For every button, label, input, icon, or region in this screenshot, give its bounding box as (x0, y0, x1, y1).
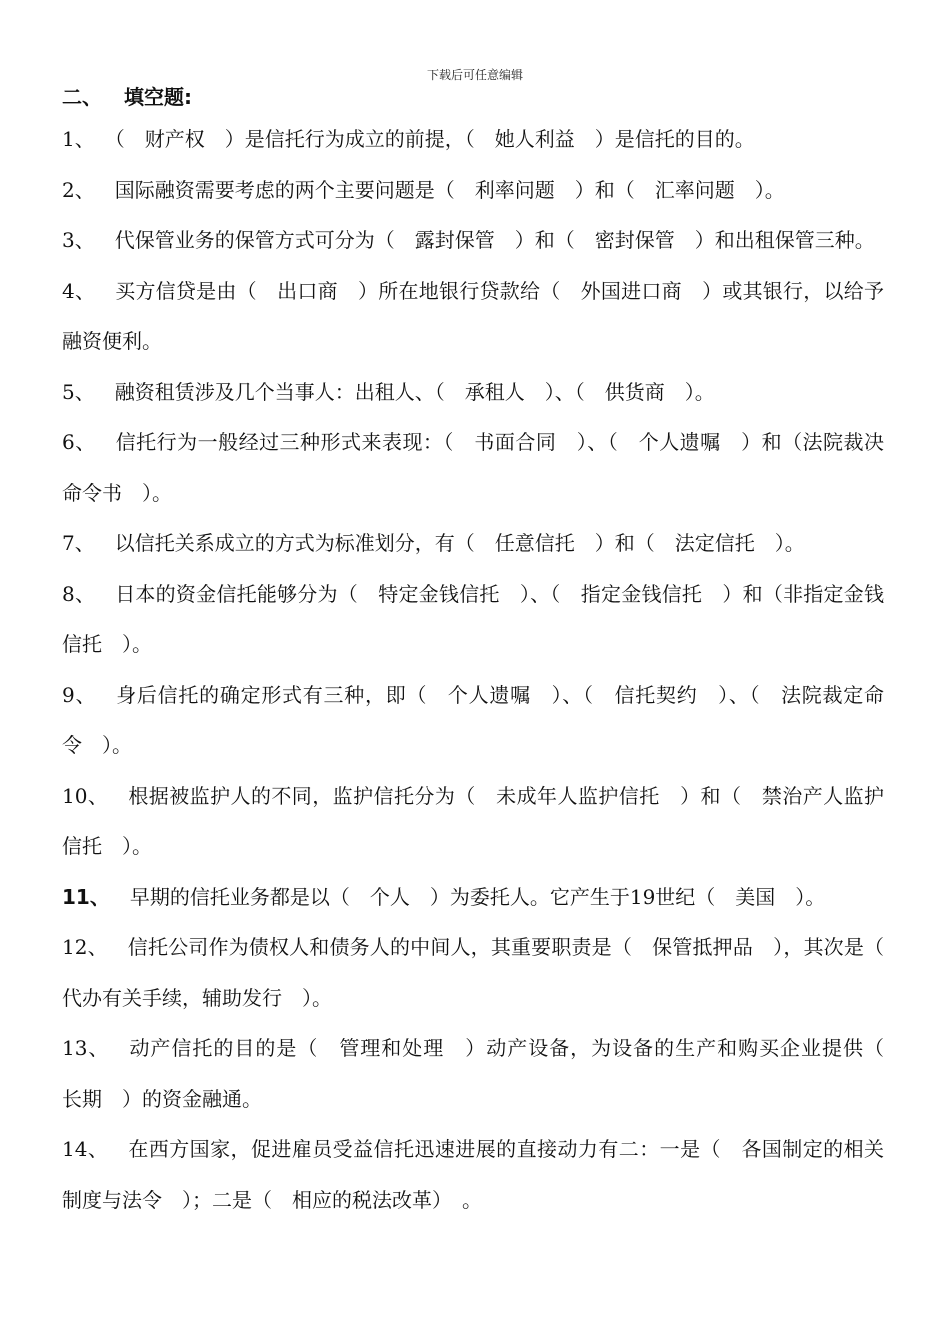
question-item (62, 1124, 884, 1225)
question-item (62, 518, 884, 569)
question-text: 动产信托的目的是（ 管理和处理 ）动产设备，为设备的生产和购买企业提供（ 长期 ）的资金融通。 (62, 1036, 905, 1111)
question-text: 信托行为一般经过三种形式来表现：（ 书面合同 ）、（ 个人遗嘱 ）和（法院裁决命令书 ）。 (62, 430, 885, 505)
question-item (62, 417, 884, 518)
question-text: 买方信贷是由（ 出口商 ）所在地银行贷款给（ 外国进口商 ）或其银行，以给予融资便利。 (62, 278, 884, 353)
question-number: 13、 (62, 1036, 110, 1060)
question-number: 10、 (62, 783, 109, 808)
question-text: 融资租赁涉及几个当事人：出租人、（ 承租人 ）、（ 供货商 ）。 (114, 379, 715, 404)
question-item (62, 670, 884, 771)
question-number: 6、 (62, 430, 96, 454)
question-item (62, 165, 884, 216)
question-text: （ 财产权 ）是信托行为成立的前提，（ 她人利益 ）是信托的目的。 (114, 127, 755, 151)
question-number: 4、 (62, 278, 96, 303)
question-number: 9、 (62, 682, 97, 707)
question-text: 根据被监护人的不同，监护信托分为（ 未成年人监护信托 ）和（ 禁治产人监护信托 ）。 (62, 783, 885, 858)
question-number: 5、 (62, 379, 95, 404)
question-item (62, 569, 884, 670)
question-text: 身后信托的确定形式有三种，即（ 个人遗嘱 ）、（ 信托契约 ）、（ 法院裁定命令 ）。 (62, 682, 885, 757)
question-item (62, 367, 884, 418)
section-title (62, 80, 884, 114)
question-item (62, 771, 884, 872)
question-number: 1、 (62, 127, 95, 151)
section-number: 二、 (62, 85, 102, 109)
question-text: 以信托关系成立的方式为标准划分，有（ 任意信托 ）和（ 法定信托 ）。 (114, 531, 805, 555)
question-number: 8、 (62, 581, 96, 606)
question-text: 信托公司作为债权人和债务人的中间人，其重要职责是（ 保管抵押品 ），其次是（ 代办有关手续，辅助发行 ）。 (62, 935, 905, 1010)
question-item (62, 872, 884, 923)
question-number: 3、 (62, 228, 95, 252)
question-item (62, 114, 884, 165)
section-title-text: 填空题: (124, 85, 192, 109)
question-number: 12、 (62, 935, 108, 959)
question-number: 7、 (62, 531, 95, 555)
question-item (62, 266, 884, 367)
question-item (62, 215, 884, 266)
question-number: 11、 (62, 884, 110, 909)
document-body (62, 80, 905, 1225)
question-text: 早期的信托业务都是以（ 个人 ）为委托人。它产生于19世纪（ 美国 ）。 (129, 884, 826, 909)
question-item (62, 922, 905, 1023)
question-text: 国际融资需要考虑的两个主要问题是（ 利率问题 ）和（ 汇率问题 ）。 (114, 177, 785, 202)
question-text: 日本的资金信托能够分为（ 特定金钱信托 ）、（ 指定金钱信托 ）和（非指定金钱信托 ）。 (62, 581, 885, 656)
question-text: 在西方国家，促进雇员受益信托迅速进展的直接动力有二：一是（ 各国制定的相关制度与法令 ）；二是（ 相应的税法改革） 。 (62, 1137, 885, 1212)
question-text: 代保管业务的保管方式可分为（ 露封保管 ）和（ 密封保管 ）和出租保管三种。 (114, 228, 875, 252)
header-note: 下载后可任意编辑 (426, 68, 523, 82)
question-number: 2、 (62, 177, 95, 202)
question-item (62, 1023, 905, 1124)
question-number: 14、 (62, 1137, 109, 1161)
